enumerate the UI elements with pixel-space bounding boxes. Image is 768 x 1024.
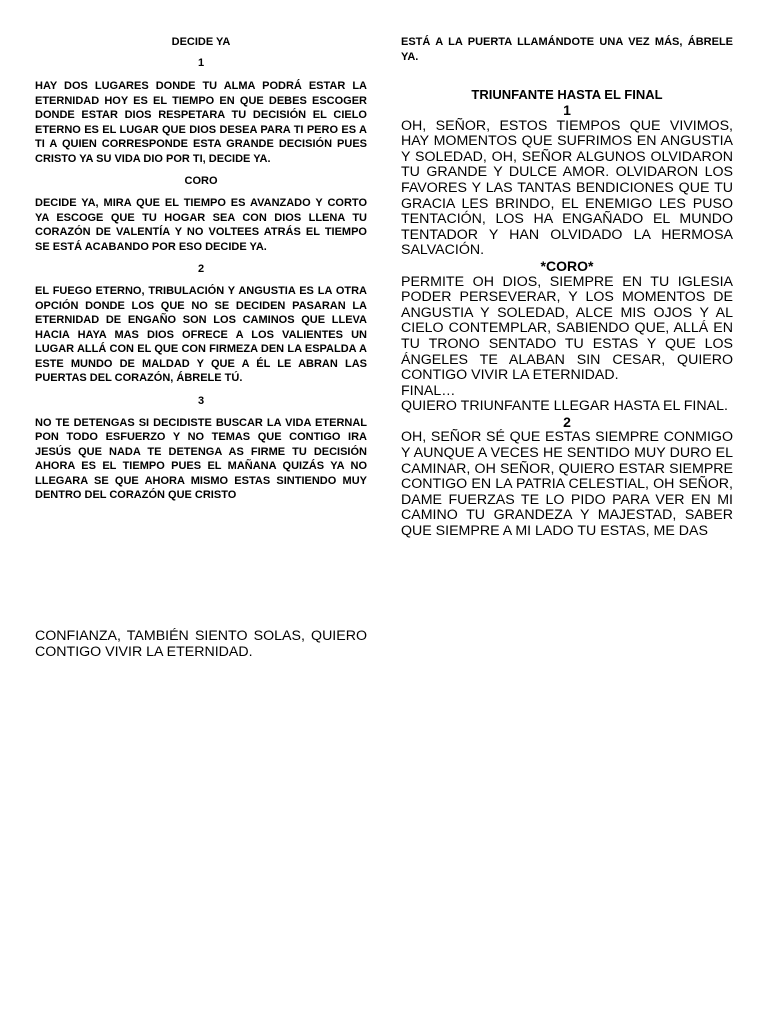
verse-number-2: 2 xyxy=(197,263,205,275)
verse-number-1-right: 1 xyxy=(563,102,571,118)
verse-2-text: EL FUEGO ETERNO, TRIBULACIÓN Y ANGUSTIA ES LA OTRA OPCIÓN DONDE LOS QUE NO SE DECIDEN PASARAN LA ETERNIDAD DE ENGAÑO SON LOS CAMINOS QUE LLEVA HACIA HAYA MAS DIOS OFRECE A LOS VALIENTES UN LUGAR ALLÁ CON EL QUE CON FIRMEZA DEN LA ESPALDA A ESTE MUNDO DE MALDAD Y QUE A ÉL LE ABRAN LAS PUERTAS DEL CORAZÓN, ÁBRELE TÚ. xyxy=(35,285,367,384)
left-column xyxy=(35,0,367,503)
verse-number-2-right: 2 xyxy=(563,413,571,430)
right-column xyxy=(401,0,733,540)
verse-1-text-right: OH, SEÑOR, ESTOS TIEMPOS QUE VIVIMOS, HAY MOMENTOS QUE SUFRIMOS EN ANGUSTIA Y SOLEDAD, OH, SEÑOR ALGUNOS OLVIDARON TU GRANDE Y DULCE AMOR. OLVIDARON LOS FAVORES Y LAS TANTAS BENDICIONES QUE TU GRACIA LES BRINDO, EL ENEMIGO LES PUSO TENTACIÓN, LOS HA ENGAÑADO EL MUNDO TENTADOR Y HAN OLVIDADO LA HERMOSA SALVACIÓN. xyxy=(401,117,733,259)
final-line: QUIERO TRIUNFANTE LLEGAR HASTA EL FINAL. xyxy=(401,398,728,415)
verse-1-text: HAY DOS LUGARES DONDE TU ALMA PODRÁ ESTAR LA ETERNIDAD HOY ES EL TIEMPO EN QUE DEBES ESCOGER DONDE ESTAR DIOS RESPETARA TU DECISIÓN EL CIELO ETERNO ES EL LUGAR QUE DIOS DESEA PARA TI PERO ES A TI A QUIEN CORRESPONDE ESTA GRANDE DECISIÓN PUES CRISTO YA SU VIDA DIO POR TI, DECIDE YA. xyxy=(35,80,367,165)
final-label: FINAL… xyxy=(401,382,456,399)
bottom-continuation-text: CONFIANZA, TAMBIÉN SIENTO SOLAS, QUIERO CONTIGO VIVIR LA ETERNIDAD. xyxy=(35,628,367,660)
song-title-triunfante: TRIUNFANTE HASTA EL FINAL xyxy=(471,87,663,102)
verse-2-text-right: OH, SEÑOR SÉ QUE ESTAS SIEMPRE CONMIGO Y AUNQUE A VECES HE SENTIDO MUY DURO EL CAMINAR, OH SEÑOR, QUIERO ESTAR SIEMPRE CONTIGO EN LA PATRIA CELESTIAL, OH SEÑOR, DAME FUERZAS TE LO PIDO PARA VER EN MI CAMINO TU GRANDEZA Y MAJESTAD, SABER QUE SIEMPRE A MI LADO TU ESTAS, ME DAS xyxy=(401,429,733,540)
chorus-text: DECIDE YA, MIRA QUE EL TIEMPO ES AVANZADO Y CORTO YA ESCOGE QUE TU HOGAR SEA CON DIOS LLENA TU CORAZÓN DE VALENTÍA Y NO VOLTEES ATRÁS EL TIEMPO SE ESTÁ ACABANDO POR ESO DECIDE YA. xyxy=(35,197,367,253)
continuation-text: ESTÁ A LA PUERTA LLAMÁNDOTE UNA VEZ MÁS, ÁBRELE YA. xyxy=(401,36,733,63)
chorus-label-right: *CORO* xyxy=(540,257,594,274)
chorus-text-right: PERMITE OH DIOS, SIEMPRE EN TU IGLESIA PODER PERSEVERAR, Y LOS MOMENTOS DE ANGUSTIA Y SOLEDAD, ALCE MIS OJOS Y AL CIELO CONTEMPLAR, SABIENDO QUE, ALLÁ EN TU TRONO SENTADO TU ESTAS Y QUE LOS ÁNGELES TE ALABAN SIN CESAR, QUIERO CONTIGO VIVIR LA ETERNIDAD. xyxy=(401,273,733,384)
verse-number-3: 3 xyxy=(197,394,205,407)
chorus-label: CORO xyxy=(184,175,218,187)
verse-3-text: NO TE DETENGAS SI DECIDISTE BUSCAR LA VIDA ETERNAL PON TODO ESFUERZO Y NO TEMAS QUE CONTIGO IRA JESÚS QUE NADA TE DETENGA AS FIRME TU DECISIÓN AHORA ES EL TIEMPO PUES EL MAÑANA QUIZÁS YA NO LLEGARA SE QUE AHORA MISMO ESTAS SINTIENDO MUY DENTRO DEL CORAZÓN QUE CRISTO xyxy=(35,416,367,501)
verse-number-1: 1 xyxy=(197,57,205,69)
song-title-decide-ya: DECIDE YA xyxy=(171,36,231,48)
